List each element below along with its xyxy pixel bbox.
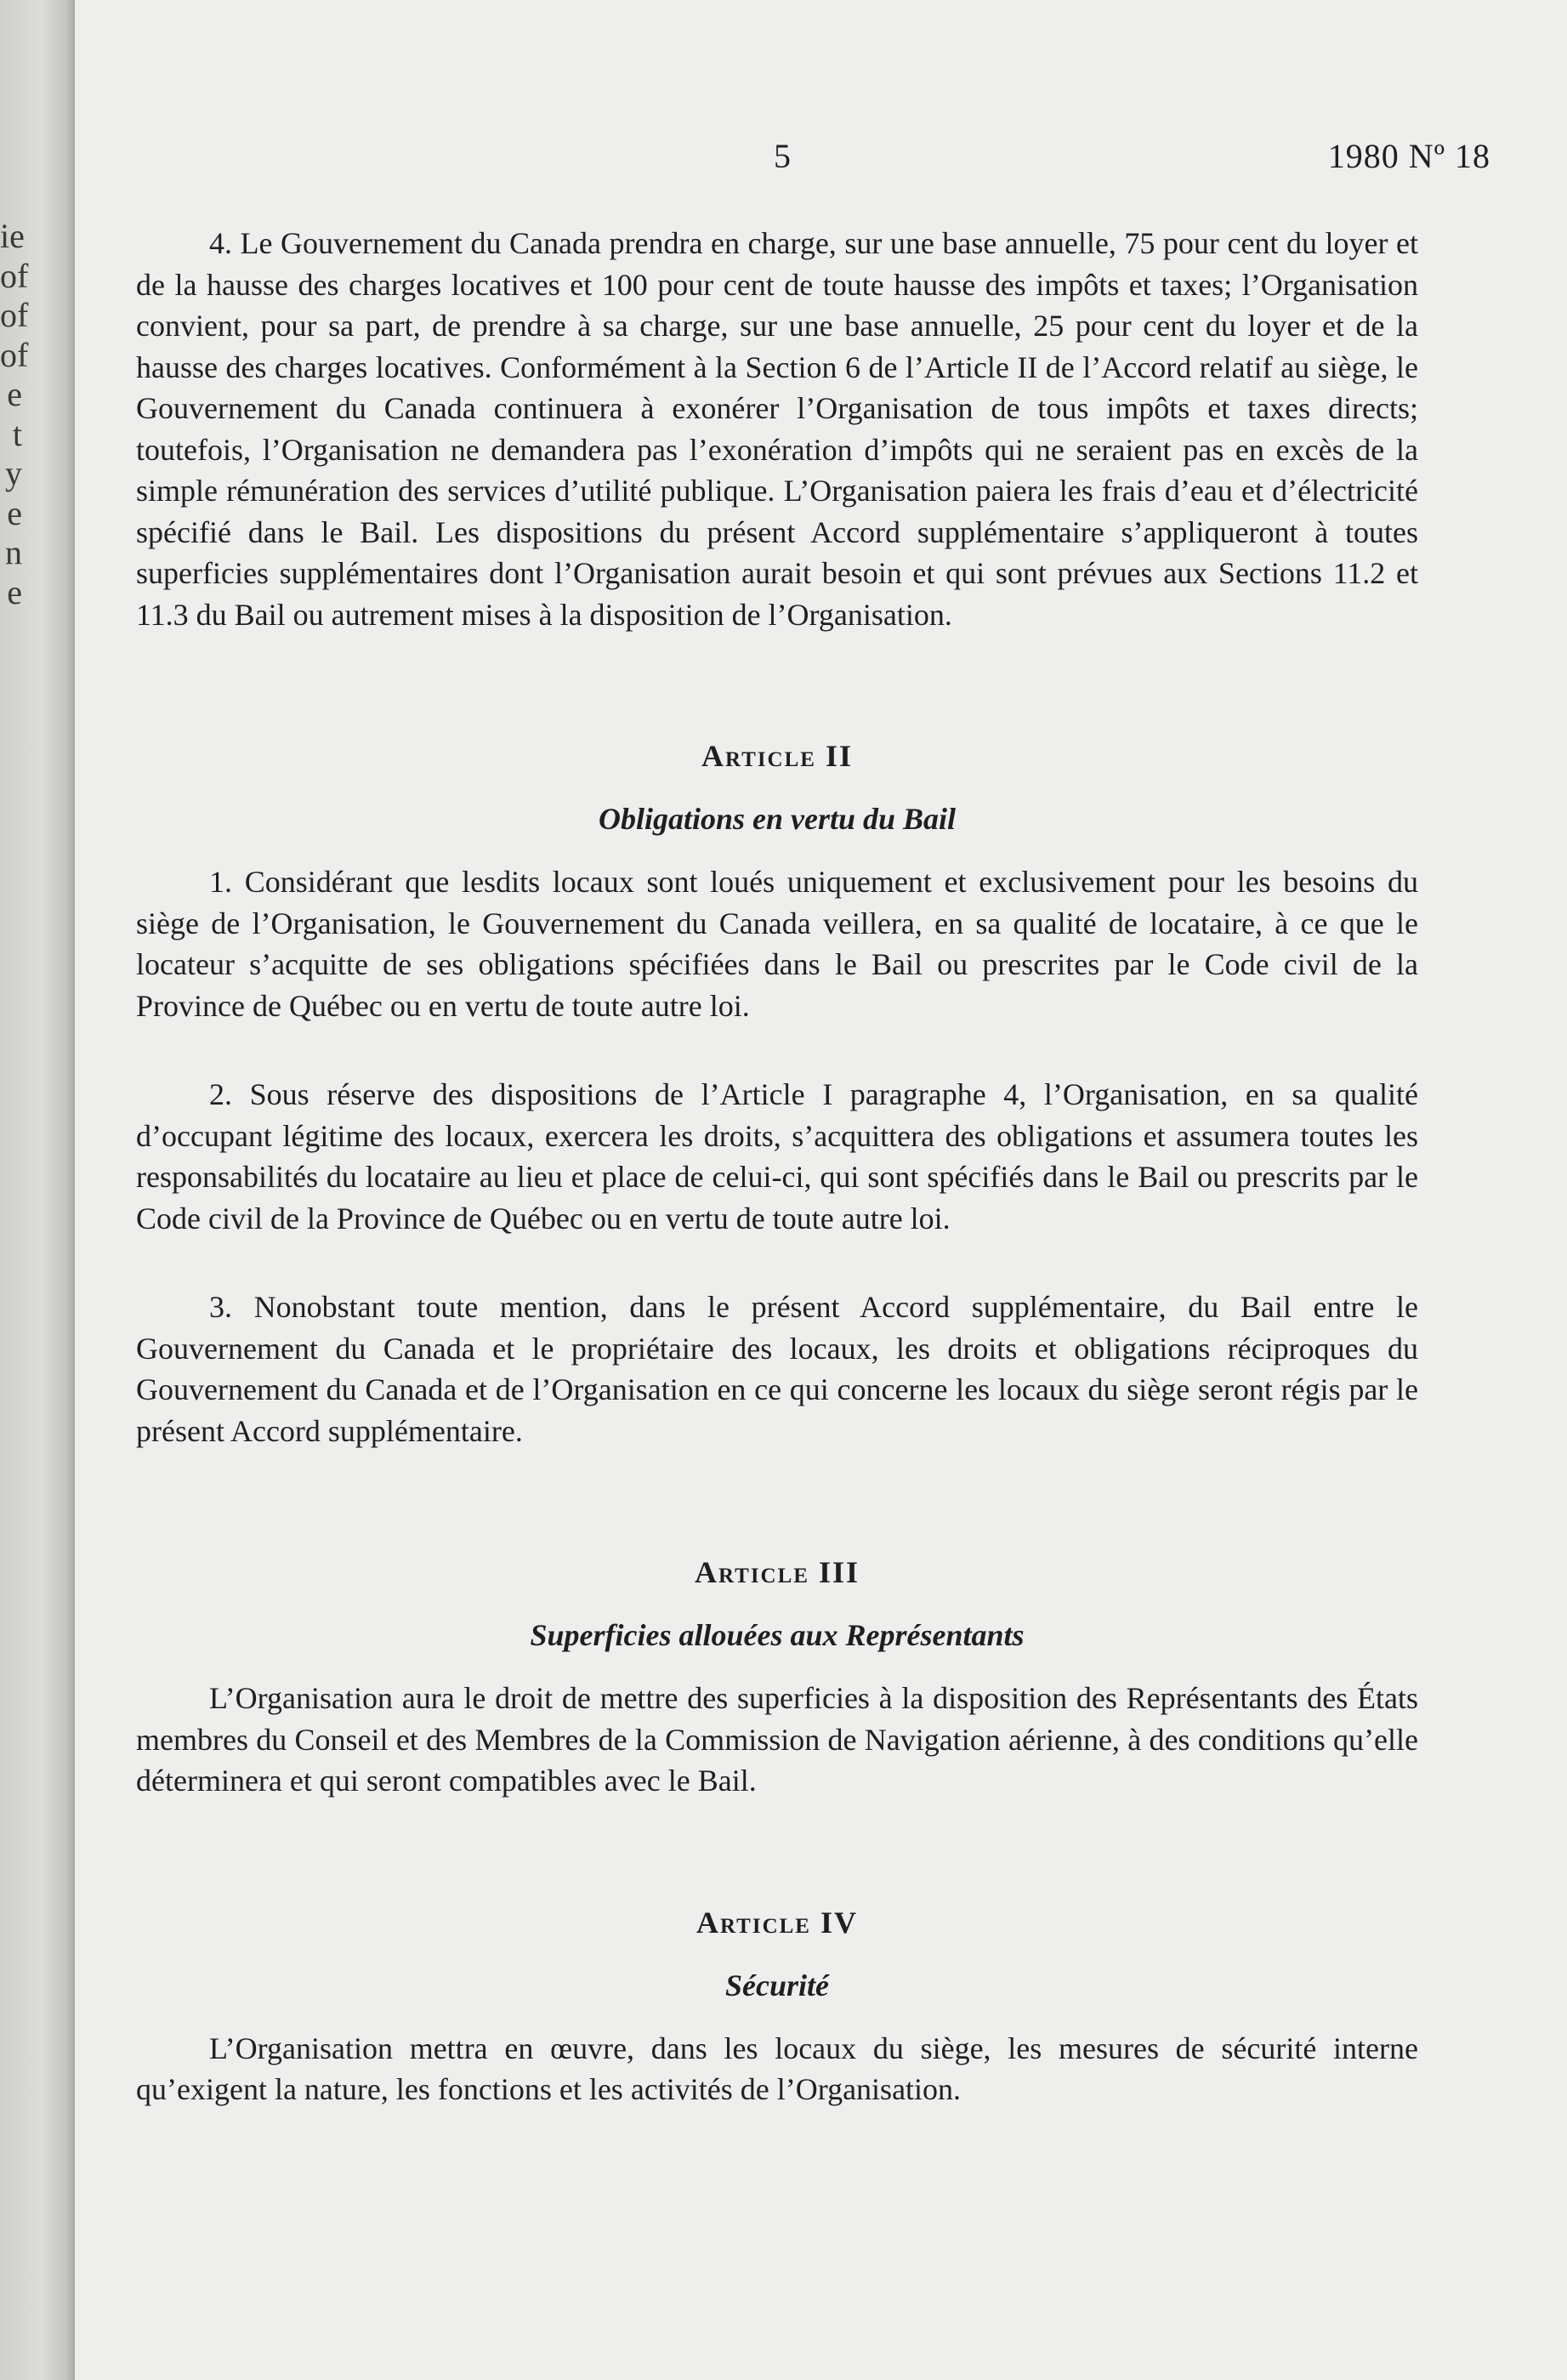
article-4-subheading: Sécurité bbox=[725, 1968, 829, 2002]
article-2-subheading: Obligations en vertu du Bail bbox=[598, 802, 957, 836]
heading-spacer bbox=[136, 1943, 1418, 1965]
heading-spacer bbox=[136, 1593, 1418, 1615]
paragraph-spacer bbox=[136, 1026, 1418, 1074]
paragraph-article2-3: 3. Nonobstant toute mention, dans le présent Accord supplémentaire, du Bail entre le Gouvernement du Canada et le propriétaire des locaux, les droits et obligations réciproques du Gouvernement du Canada et de l’Organisation en ce qui concerne les locaux du siège seront régis par le présent Accord supplémentaire. bbox=[136, 1290, 1418, 1448]
page-number: 5 bbox=[774, 137, 791, 175]
heading-spacer bbox=[136, 2006, 1418, 2028]
gutter-fragment: e bbox=[7, 572, 22, 611]
heading-spacer bbox=[136, 839, 1418, 861]
paragraph-article2-1: 1. Considérant que lesdits locaux sont loués uniquement et exclusivement pour les besoins du siège de l’Organisation, le Gouvernement du Canada veillera, en sa qualité de locataire, à ce que le locateur s’acquitte de ses obligations spécifiées dans le Bail ou prescrites par le Code civil de la Province de Québec ou en vertu de toute autre loi. bbox=[136, 865, 1418, 1023]
article-3-subheading: Superficies allouées aux Représentants bbox=[530, 1618, 1025, 1652]
paragraph-article2-2: 2. Sous réserve des dispositions de l’Article I paragraphe 4, l’Organisation, en sa qualité d’occupant légitime des locaux, exercera les droits, s’acquittera des obligations et assumera toutes les responsabilités du locataire au lieu et place de celui-ci, qui sont spécifiés dans le Bail ou prescrits par le Code civil de la Province de Québec ou en vertu de toute autre loi. bbox=[136, 1077, 1418, 1235]
paragraph-article4: L’Organisation mettra en œuvre, dans les locaux du siège, les mesures de sécurité interne qu’exigent la nature, les fonctions et les activités de l’Organisation. bbox=[136, 2031, 1418, 2106]
section-spacer bbox=[136, 1802, 1418, 1902]
page-header bbox=[75, 136, 1567, 179]
paragraph-article3: L’Organisation aura le droit de mettre des superficies à la disposition des Représentants des États membres du Conseil et des Membres de la Commission de Navigation aérienne, à des conditions qu’elle déterminera et qui seront compatibles avec le Bail. bbox=[136, 1681, 1418, 1798]
previous-page-text-fragments bbox=[0, 217, 29, 612]
gutter-fragment: ie bbox=[0, 217, 25, 255]
gutter-fragment: of bbox=[0, 335, 29, 374]
article-2-heading: Article II bbox=[701, 739, 853, 773]
gutter-fragment: y bbox=[5, 454, 22, 492]
gutter-fragment: e bbox=[7, 493, 22, 532]
gutter-fragment: t bbox=[12, 414, 22, 453]
heading-spacer bbox=[136, 1656, 1418, 1678]
article-3-heading: Article III bbox=[694, 1555, 860, 1589]
paragraph-article1-4: 4. Le Gouvernement du Canada prendra en charge, sur une base annuelle, 75 pour cent du loyer et de la hausse des charges locatives et 100 pour cent de toute hausse des impôts et taxes; l’Organisation convient, pour sa part, de prendre à sa charge, sur une base annuelle, 25 pour cent du loyer et de la hausse des charges locatives. Conformément à la Section 6 de l’Article II de l’Accord relatif au siège, le Gouvernement du Canada continuera à exonérer l’Organisation de tous impôts et taxes directs; toutefois, l’Organisation ne demandera pas l’exonération d’impôts qui ne seraient pas en excès de la simple rémunération des services d’utilité publique. L’Organisation paiera les frais d’eau et d’électricité spécifié dans le Bail. Les dispositions du présent Accord supplémentaire s’appliqueront à toutes superficies supplémentaires dont l’Organisation aurait besoin et qui sont prévues aux Sections 11.2 et 11.3 du Bail ou autrement mises à la disposition de l’Organisation. bbox=[136, 226, 1418, 632]
page-content bbox=[136, 223, 1418, 2110]
article-4-heading: Article IV bbox=[696, 1905, 858, 1940]
gutter-fragment: of bbox=[0, 256, 29, 295]
gutter-fragment: n bbox=[5, 533, 22, 571]
section-spacer bbox=[136, 1451, 1418, 1552]
gutter-fragment: e bbox=[7, 375, 22, 413]
heading-spacer bbox=[136, 776, 1418, 798]
document-page bbox=[75, 0, 1567, 2380]
document-id: 1980 Nº 18 bbox=[1327, 137, 1490, 175]
previous-page-gutter bbox=[0, 0, 75, 2380]
gutter-fragment: of bbox=[0, 296, 29, 334]
section-spacer bbox=[136, 635, 1418, 736]
paragraph-spacer bbox=[136, 1239, 1418, 1287]
